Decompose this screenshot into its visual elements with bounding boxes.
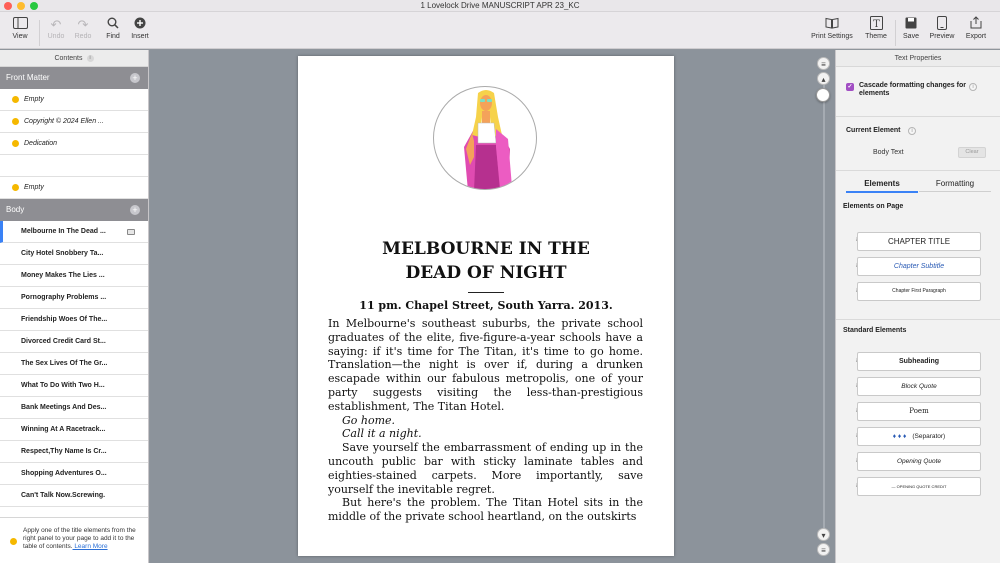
editor-canvas — [150, 50, 835, 563]
section-label: Body — [6, 205, 25, 214]
preview-label: Preview — [929, 33, 955, 40]
contents-header — [0, 50, 148, 67]
print-settings-button[interactable] — [806, 16, 858, 40]
chapter-label: Shopping Adventures O... — [21, 470, 107, 477]
front-matter-item[interactable] — [0, 155, 148, 177]
paragraph: Go home. — [342, 413, 396, 427]
current-element-label: Current Element — [846, 127, 901, 134]
chapter-label: City Hotel Snobbery Ta... — [21, 250, 104, 257]
redo-icon: ↷ — [77, 17, 89, 32]
scroll-up-icon[interactable]: ▴ — [817, 72, 830, 85]
save-label: Save — [903, 33, 919, 40]
item-label: Empty — [24, 184, 44, 191]
insert-label: Insert — [131, 33, 149, 40]
chapter-image[interactable] — [433, 86, 537, 190]
view-label: View — [12, 33, 28, 40]
element-subheading[interactable]: Subheading — [857, 352, 981, 371]
chapter-item[interactable] — [0, 287, 148, 309]
panel-tabs — [846, 177, 991, 195]
paragraph: Save yourself the embarrassment of ending up in the uncouth public bar with sticky laminate tables and eighties-stained carpets. More importantly, save yourself the inevitable regret. — [328, 441, 643, 496]
chapter-settings-icon[interactable] — [127, 229, 135, 235]
theme-button[interactable] — [859, 16, 893, 40]
divider — [836, 319, 1000, 320]
front-matter-item[interactable] — [0, 177, 148, 199]
page-preview[interactable] — [298, 56, 674, 556]
element-chapter-first-paragraph[interactable]: Chapter First Paragraph — [857, 282, 981, 301]
cascade-checkbox[interactable]: ✓ — [847, 84, 853, 90]
toolbar — [0, 12, 1000, 49]
panel-header: Text Properties — [836, 50, 1000, 67]
export-button[interactable] — [959, 16, 993, 40]
learn-more-link[interactable]: Learn More — [72, 543, 108, 550]
chapter-label: Winning At A Racetrack... — [21, 426, 106, 433]
chapter-item[interactable] — [0, 419, 148, 441]
chapter-item[interactable] — [0, 265, 148, 287]
standard-elements-label: Standard Elements — [843, 327, 907, 334]
chapter-item[interactable] — [0, 441, 148, 463]
chapter-label: Can't Talk Now.Screwing. — [21, 492, 106, 499]
chapter-label: Money Makes The Lies ... — [21, 272, 105, 279]
chapter-item[interactable] — [0, 485, 148, 507]
front-matter-item[interactable] — [0, 133, 148, 155]
info-icon[interactable]: i — [87, 55, 94, 62]
paragraph: Call it a night. — [342, 427, 422, 441]
add-body-chapter-icon[interactable]: + — [130, 205, 140, 215]
scroll-down-icon[interactable]: ▾ — [817, 528, 830, 541]
tab-elements[interactable]: Elements — [846, 177, 918, 193]
chapter-label: Respect,Thy Name Is Cr... — [21, 448, 107, 455]
section-body[interactable] — [0, 199, 148, 221]
window-title: 1 Lovelock Drive MANUSCRIPT APR 23_KC — [420, 1, 580, 10]
element-opening-quote-credit[interactable]: — OPENING QUOTE CREDIT — [857, 477, 981, 496]
item-label: Copyright © 2024 Ellen ... — [24, 118, 104, 125]
element-separator[interactable] — [857, 427, 981, 446]
export-label: Export — [965, 33, 987, 40]
chapter-label: Friendship Woes Of The... — [21, 316, 108, 323]
element-block-quote[interactable]: Block Quote — [857, 377, 981, 396]
book-icon — [806, 16, 858, 33]
chapter-item[interactable] — [0, 375, 148, 397]
jump-to-top-icon[interactable]: ≡ — [817, 57, 830, 70]
body-text[interactable] — [328, 317, 643, 524]
element-poem[interactable]: Poem — [857, 402, 981, 421]
toc-hint — [0, 517, 148, 563]
contents-title: Contents — [54, 55, 83, 62]
add-front-matter-icon[interactable]: + — [130, 73, 140, 83]
redo-label: Redo — [74, 33, 92, 40]
chapter-item[interactable] — [0, 463, 148, 485]
svg-text:T: T — [872, 19, 880, 30]
elements-on-page-label: Elements on Page — [843, 203, 904, 210]
chapter-item[interactable] — [0, 243, 148, 265]
save-icon — [894, 16, 928, 33]
divider — [836, 116, 1000, 117]
chapter-item[interactable] — [0, 309, 148, 331]
item-label: Empty — [24, 96, 44, 103]
chapter-item[interactable] — [0, 331, 148, 353]
page-scroll-handle[interactable] — [816, 88, 830, 102]
toc-hint-text — [23, 527, 141, 551]
current-element-value: Body Text — [873, 149, 904, 156]
preview-button[interactable] — [925, 16, 959, 40]
chapter-title[interactable] — [298, 237, 674, 285]
element-opening-quote[interactable]: Opening Quote — [857, 452, 981, 471]
chapter-label: Bank Meetings And Des... — [21, 404, 107, 411]
cascade-label: Cascade formatting changes for elements — [859, 82, 966, 97]
chapter-label: What To Do With Two H... — [21, 382, 105, 389]
device-icon — [925, 16, 959, 33]
divider — [836, 170, 1000, 171]
paragraph: In Melbourne's southeast suburbs, the private school graduates of the elite, five-figure-a-year schools have a saying: if it's time for The Titan, it's time to go home. Translation—the night is over if, during a drunken escapade within our fabulous metropolis, one of your party suggests visiting the less-than-prestigious establishment, The Titan Hotel. — [328, 317, 643, 413]
title-bar — [0, 0, 1000, 12]
export-icon — [959, 16, 993, 33]
status-dot-icon — [10, 538, 17, 545]
page-scroll-track[interactable] — [823, 80, 825, 533]
jump-to-bottom-icon[interactable]: ≡ — [817, 543, 830, 556]
title-rule — [468, 292, 504, 293]
clear-button[interactable]: Clear — [958, 147, 986, 158]
text-properties-panel — [835, 50, 1000, 563]
theme-icon — [859, 16, 893, 33]
print-settings-label: Print Settings — [811, 33, 853, 40]
section-front-matter[interactable] — [0, 67, 148, 89]
undo-icon: ↶ — [50, 17, 62, 32]
chapter-label: Pornography Problems ... — [21, 294, 107, 301]
theme-label: Theme — [865, 33, 887, 40]
info-icon[interactable]: i — [969, 83, 977, 91]
hint-text: Apply one of the title elements from the right panel to your page to add it to the table of contents. — [23, 527, 136, 550]
tab-formatting[interactable]: Formatting — [919, 177, 991, 192]
find-label: Find — [106, 33, 120, 40]
undo-label: Undo — [47, 33, 65, 40]
redo-button[interactable] — [66, 16, 100, 40]
view-button[interactable] — [3, 16, 37, 40]
chapter-subtitle[interactable]: 11 pm. Chapel Street, South Yarra. 2013. — [359, 299, 613, 312]
item-label: Dedication — [24, 140, 58, 147]
separator-label: (Separator) — [912, 433, 946, 440]
chapter-title-line: MELBOURNE IN THE — [382, 239, 590, 259]
element-chapter-title[interactable]: CHAPTER TITLE — [857, 232, 981, 251]
save-button[interactable] — [894, 16, 928, 40]
plus-circle-icon — [123, 16, 157, 33]
chapter-item[interactable] — [0, 353, 148, 375]
chapter-title-line: DEAD OF NIGHT — [405, 263, 567, 283]
chapter-item-selected[interactable] — [0, 221, 148, 243]
status-dot-icon — [12, 96, 19, 103]
chapter-label: Divorced Credit Card St... — [21, 338, 106, 345]
insert-button[interactable] — [123, 16, 157, 40]
cascade-option[interactable] — [846, 82, 986, 98]
info-icon[interactable]: i — [908, 127, 916, 135]
status-dot-icon — [12, 184, 19, 191]
element-chapter-subtitle[interactable]: Chapter Subtitle — [857, 257, 981, 276]
section-label: Front Matter — [6, 73, 50, 82]
front-matter-item[interactable] — [0, 111, 148, 133]
paragraph: But here's the problem. The Titan Hotel sits in the middle of the private school heartland, on the outskirts — [328, 496, 643, 524]
contents-sidebar — [0, 50, 149, 563]
status-dot-icon — [12, 140, 19, 147]
chapter-item[interactable] — [0, 397, 148, 419]
separator-diamonds-icon: ♦ ♦ ♦ — [892, 433, 907, 440]
chapter-label: The Sex Lives Of The Gr... — [21, 360, 108, 367]
sidebar-icon — [3, 16, 37, 33]
chapter-label: Melbourne In The Dead ... — [21, 228, 106, 235]
front-matter-item[interactable] — [0, 89, 148, 111]
portrait-illustration — [434, 87, 537, 190]
status-dot-icon — [12, 118, 19, 125]
